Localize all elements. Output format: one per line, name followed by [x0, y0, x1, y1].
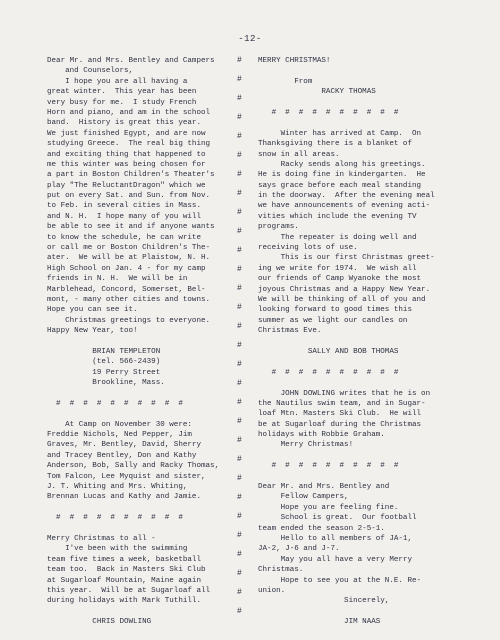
- divider-mark: #: [237, 322, 242, 331]
- divider-mark: #: [237, 170, 242, 179]
- text-line: Marblehead, Concord, Somerset, Bel-: [47, 285, 206, 294]
- text-line: Dear Mr. and Mrs. Bentley and Campers: [47, 57, 215, 65]
- text-line: be at Sugarloaf during the Christmas: [258, 420, 422, 429]
- divider-mark: #: [237, 113, 242, 122]
- text-line: [258, 66, 458, 76]
- text-line: # # # # # # # # # #: [258, 108, 399, 117]
- text-line: SALLY AND BOB THOMAS: [258, 347, 399, 356]
- divider-mark: #: [237, 94, 242, 103]
- text-line: I've been with the swimming: [47, 545, 188, 554]
- text-line: holidays with Robbie Graham.: [258, 431, 385, 440]
- divider-mark: #: [237, 56, 242, 65]
- text-line: our friends of Camp Wyanoke the most: [258, 275, 422, 284]
- divider-mark: #: [237, 265, 242, 274]
- text-line: and Counselors,: [47, 67, 134, 76]
- text-line: programs.: [258, 223, 299, 232]
- text-line: be able to see it and if anyone wants: [47, 223, 215, 232]
- text-line: [258, 357, 458, 367]
- text-line: The repeater is doing well and: [258, 233, 417, 242]
- text-line: union.: [258, 586, 286, 595]
- text-line: Tom Falcon, Lee Myquist and sister,: [47, 472, 206, 481]
- text-line: J. T. Whiting and Mrs. Whiting,: [47, 483, 188, 492]
- text-line: at Sugarloaf Mountain, Maine again: [47, 576, 201, 585]
- text-line: RACKY THOMAS: [258, 88, 376, 97]
- divider-mark: #: [237, 360, 242, 369]
- divider-mark: #: [237, 569, 242, 578]
- divider-mark: #: [237, 227, 242, 236]
- text-line: and exciting thing that happened to: [47, 150, 206, 159]
- text-line: # # # # # # # # # #: [258, 462, 399, 471]
- text-line: We just finished Egypt, and are now: [47, 129, 206, 138]
- divider-mark: #: [237, 284, 242, 293]
- divider-mark: #: [237, 493, 242, 502]
- text-line: JIM NAAS: [258, 618, 381, 627]
- text-line: May you all have a very Merry: [258, 555, 412, 564]
- text-line: (tel. 566-2439): [47, 358, 161, 367]
- text-line: At Camp on November 30 were:: [47, 420, 192, 429]
- text-line: Christmas Eve.: [258, 327, 322, 336]
- text-line: From: [258, 77, 313, 86]
- text-line: loaf Mtn. Masters Ski Club. He will: [258, 410, 422, 419]
- text-line: snow in all areas.: [258, 150, 340, 159]
- divider-mark: #: [237, 474, 242, 483]
- text-line: mont, - many other cities and towns.: [47, 295, 211, 304]
- text-line: Racky sends along his greetings.: [258, 160, 426, 169]
- text-line: He is doing fine in kindergarten. He: [258, 171, 426, 180]
- text-line: Christmas.: [258, 566, 304, 575]
- divider-mark: #: [237, 436, 242, 445]
- text-line: Merry Christmas!: [258, 441, 354, 450]
- text-line: [47, 389, 237, 399]
- text-line: team ended the season 2-5-1.: [258, 524, 385, 533]
- text-line: This is our first Christmas greet-: [258, 254, 435, 263]
- text-line: [47, 607, 237, 617]
- text-line: and N. H. I hope many of you will: [47, 212, 201, 221]
- text-line: # # # # # # # # # #: [47, 399, 183, 408]
- divider-mark: #: [237, 550, 242, 559]
- text-line: [47, 524, 237, 534]
- text-line: friends in N. H. We will be in: [47, 275, 188, 284]
- text-line: [47, 503, 237, 513]
- divider-mark: #: [237, 246, 242, 255]
- text-line: Horn and piano, and am in the school: [47, 108, 211, 117]
- text-line: CHRIS DOWLING: [47, 618, 152, 627]
- text-line: me this winter was being chosen for: [47, 160, 206, 169]
- text-line: JOHN DOWLING writes that he is on: [258, 389, 431, 398]
- text-line: ing we write for 1974. We wish all: [258, 264, 417, 273]
- text-line: Christmas greetings to everyone.: [47, 316, 211, 325]
- text-line: team five times a week, basketball: [47, 555, 201, 564]
- divider-mark: #: [237, 455, 242, 464]
- text-line: in the doorway. After the evening meal: [258, 192, 435, 201]
- text-line: very busy for me. I study French: [47, 98, 197, 107]
- text-line: looking forward to good times this: [258, 306, 412, 315]
- text-line: Merry Christmas to all -: [47, 534, 156, 543]
- divider-mark: #: [237, 189, 242, 198]
- text-line: joyous Christmas and a Happy New Year.: [258, 285, 431, 294]
- text-line: I hope you are all having a: [47, 77, 188, 86]
- text-line: play "The ReluctantDragon" which we: [47, 181, 206, 190]
- text-line: put on every Sat. and Sun. from Nov.: [47, 192, 211, 201]
- text-line: [258, 607, 458, 617]
- text-line: summer as we light our candles on: [258, 316, 408, 325]
- text-line: Graves, Mr. Bentley, David, Sherry: [47, 441, 201, 450]
- text-line: Happy New Year, too!: [47, 327, 138, 336]
- text-line: [47, 409, 237, 419]
- text-line: great winter. This year has been: [47, 88, 197, 97]
- text-line: Hello to all members of JA-1,: [258, 534, 412, 543]
- text-line: [258, 118, 458, 128]
- divider-mark: #: [237, 398, 242, 407]
- divider-mark: #: [237, 531, 242, 540]
- divider-mark: #: [237, 588, 242, 597]
- text-line: Freddie Nichols, Ned Pepper, Jim: [47, 431, 192, 440]
- text-line: Hope you are feeling fine.: [258, 503, 399, 512]
- divider-mark: #: [237, 341, 242, 350]
- text-line: # # # # # # # # # #: [258, 368, 399, 377]
- left-column: [47, 56, 237, 627]
- text-line: BRIAN TEMPLETON: [47, 347, 161, 356]
- text-line: Thanksgiving there is a blanket of: [258, 140, 412, 149]
- text-line: Sincerely,: [258, 597, 390, 606]
- text-line: the Nautilus swim team, and in Sugar-: [258, 399, 426, 408]
- text-line: # # # # # # # # # #: [47, 514, 183, 523]
- text-line: [258, 98, 458, 108]
- text-line: [258, 472, 458, 482]
- text-line: [258, 451, 458, 461]
- text-line: this year. Will be at Sugarloaf all: [47, 586, 211, 595]
- text-line: we have announcements of evening acti-: [258, 202, 431, 211]
- text-line: Brennan Lucas and Kathy and Jamie.: [47, 493, 201, 502]
- text-line: School is great. Our football: [258, 514, 417, 523]
- divider-mark: #: [237, 303, 242, 312]
- text-line: Brookline, Mass.: [47, 379, 165, 388]
- text-line: team too. Back in Masters Ski Club: [47, 566, 206, 575]
- text-line: [47, 337, 237, 347]
- divider-mark: #: [237, 417, 242, 426]
- divider-mark: #: [237, 132, 242, 141]
- divider-mark: #: [237, 75, 242, 84]
- text-line: Hope you can see it.: [47, 306, 138, 315]
- text-line: High School on Jan. 4 - for my camp: [47, 264, 206, 273]
- text-line: says grace before each meal standing: [258, 181, 422, 190]
- text-line: band. History is great this year.: [47, 119, 201, 128]
- text-line: a part in Boston Children's Theater's: [47, 171, 215, 180]
- text-line: Hope to see you at the N.E. Re-: [258, 576, 422, 585]
- text-line: We will be thinking of all of you and: [258, 295, 426, 304]
- divider-mark: #: [237, 607, 242, 616]
- text-line: or call me or Boston Children's The-: [47, 244, 211, 253]
- text-line: JA-2, J-6 and J-7.: [258, 545, 340, 554]
- text-line: during holidays with Mark Tuthill.: [47, 597, 201, 606]
- text-line: studying Greece. The real big thing: [47, 140, 211, 149]
- divider-mark: #: [237, 512, 242, 521]
- text-line: Winter has arrived at Camp. On: [258, 129, 422, 138]
- page-number: -12-: [238, 34, 262, 44]
- divider-mark: #: [237, 379, 242, 388]
- text-line: [258, 378, 458, 388]
- text-line: MERRY CHRISTMAS!: [258, 57, 331, 65]
- text-line: receiving lots of use.: [258, 244, 358, 253]
- text-line: to know the schedule, he can write: [47, 233, 201, 242]
- divider-mark: #: [237, 208, 242, 217]
- divider-mark: #: [237, 151, 242, 160]
- text-line: 19 Perry Street: [47, 368, 161, 377]
- text-line: and Tracey Bentley, Don and Kathy: [47, 451, 197, 460]
- text-line: Anderson, Bob, Sally and Racky Thomas,: [47, 462, 220, 471]
- text-line: to Feb. in several cities in Mass.: [47, 202, 201, 211]
- text-line: Dear Mr. and Mrs. Bentley and: [258, 483, 390, 492]
- right-column: [258, 56, 458, 627]
- text-line: Fellow Campers,: [258, 493, 349, 502]
- text-line: ater. We will be at Plaistow, N. H.: [47, 254, 211, 263]
- text-line: [258, 337, 458, 347]
- text-line: vities which include the evening TV: [258, 212, 417, 221]
